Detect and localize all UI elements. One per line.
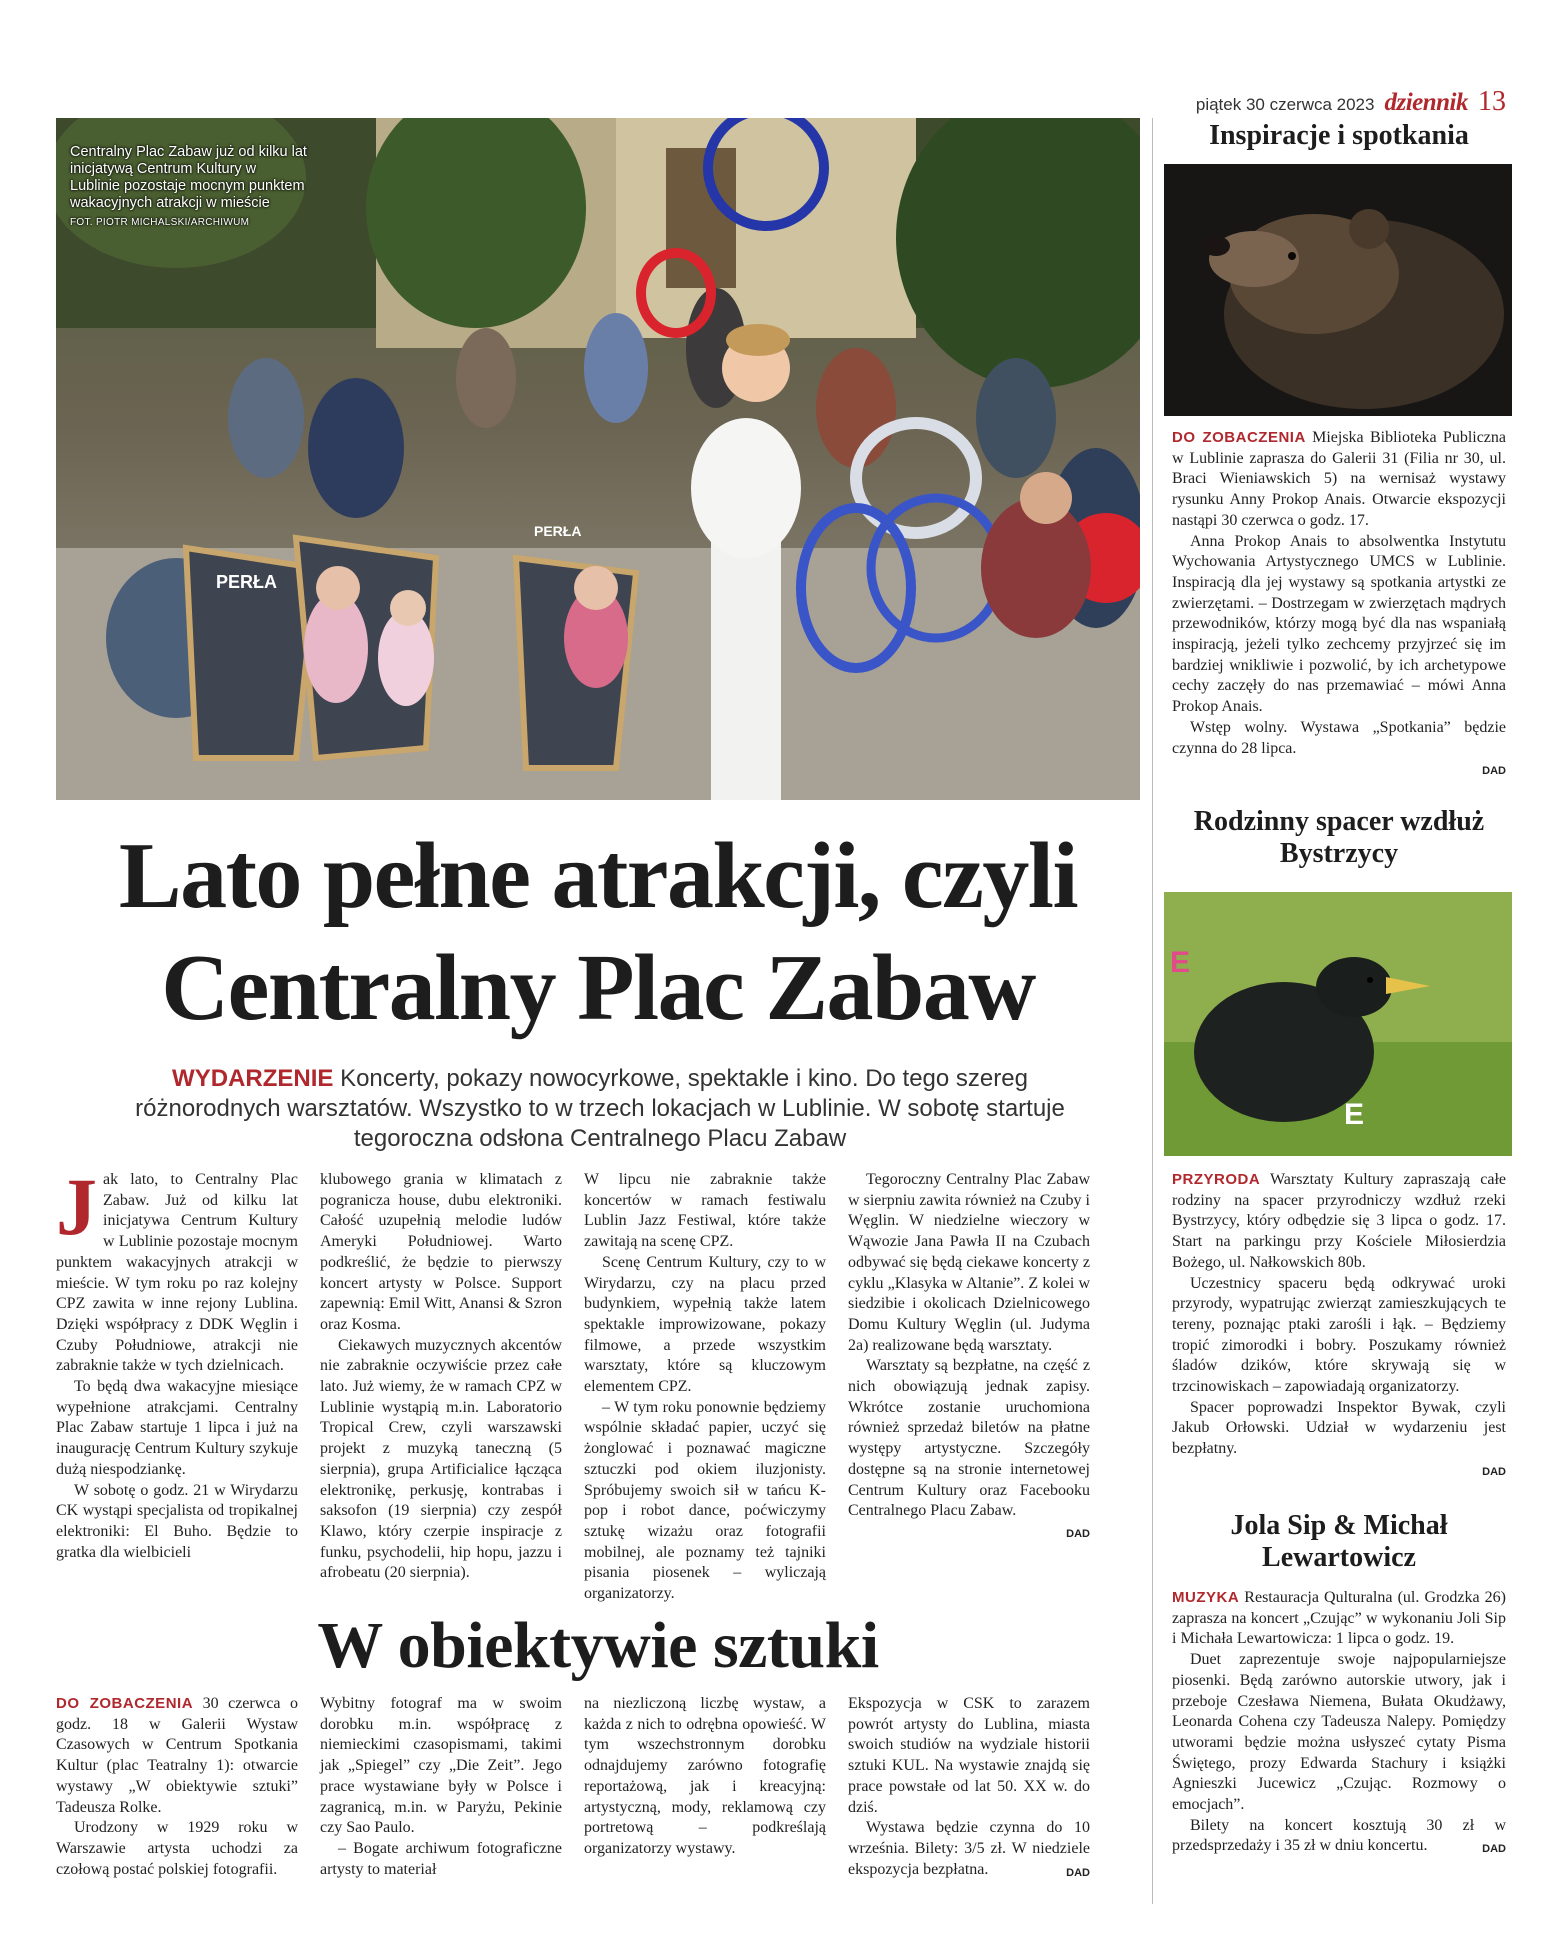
article2-headline: W obiektywie sztuki (317, 1609, 879, 1682)
bear-drawing-image (1164, 164, 1512, 416)
sidebar-box-koncert (1164, 1510, 1514, 1860)
article-column-3 (584, 1170, 826, 1603)
sidebar-text: PRZYRODA Warsztaty Kultury zapraszają całe rodziny na spacer przyrodniczy wzdłuż rzeki Bystrzycy, który odbędzie się 3 lipca o godz. 17. Start na parkingu przy Kościele Miłosierdzia Bożego, ul. Nałkowskich 80b. Uczestnicy spaceru będą odkrywać uroki przyrody, wypatrując zwierząt zamieszkujących te tereny, poznając ptaki zarośli i łąk. – Będziemy tropić zimorodki i bobry. Poszukamy również śladów dzików, które skrywają się w trzcinowiskach – zapowiadają organizatorzy. Spacer poprowadzi Inspektor Bywak, czyli Jakub Orłowski. Udział w wydarzeniu jest bezpłatny. DAD (1164, 1170, 1514, 1483)
lead-kicker: WYDARZENIE (172, 1065, 334, 1092)
article2-paragraph: Ekspozycja w CSK to zarazem powrót artysty do Lublina, miasta swoich studiów na wydziale historii sztuki KUL. Na wystawie znajdą się prace powstałe od lat 50. XX w. do dziś. (848, 1695, 1090, 1816)
author-signature: DAD (1066, 1527, 1090, 1540)
sidebar-kicker: DO ZOBACZENIA (1172, 429, 1306, 446)
article2-column-1 (56, 1694, 298, 1904)
article-paragraph: Warsztaty są bezpłatne, na część z nich obowiązują jednak zapisy. Wkrótce zostanie uruchomiona również sprzedaż biletów na płatne występy artystyczne. Szczegóły dostępne są na stronie internetowej Centrum Kultury oraz Facebooku Centralnego Placu Zabaw. (848, 1357, 1090, 1520)
issue-date: piątek 30 czerwca 2023 (1195, 95, 1375, 114)
article-paragraph: Scenę Centrum Kultury, czy to w Wirydarzu, czy na placu przed budynkiem, wypełnią także latem spektakle improwizowane, pokazy filmowe, a przede wszystkim warsztaty, które są kluczowym elementem CPZ. (584, 1253, 826, 1396)
article2-paragraph: Wystawa będzie czynna do 10 września. Bilety: 3/5 zł. W niedziele ekspozycja bezpłatna. DAD (848, 1818, 1090, 1880)
author-signature: DAD (1482, 1843, 1506, 1856)
article-paragraph: W lipcu nie zabraknie także koncertów w ramach festiwalu Lublin Jazz Festiwal, które także zawitają na scenę CPZ. (584, 1171, 826, 1251)
drop-cap: J (56, 1161, 97, 1252)
article-paragraph: W sobotę o godz. 21 w Wirydarzu CK wystąpi specjalista od tropikalnej elektroniki: El Buho. Będzie to gratka dla wielbicieli (56, 1481, 298, 1561)
newspaper-logo: dziennik (1384, 89, 1468, 116)
author-signature: DAD (1066, 1866, 1090, 1879)
article-paragraph: Jak lato, to Centralny Plac Zabaw. Już od kilku lat inicjatywa Centrum Kultury w Lublinie pozostaje mocnym punktem wakacyjnych atrakcji w mieście. W tym roku po raz kolejny CPZ zawita w inne rejony Lublina. Dzięki współpracy z DDK Węglin i Czuby Południowe, atrakcji nie zabraknie także w tych dzielnicach. (56, 1161, 298, 1375)
article-column-1 (56, 1161, 298, 1598)
sidebar-title: Inspiracje i spotkania (1209, 120, 1469, 151)
article2-column-4 (848, 1694, 1090, 1904)
decor-letter: E (1344, 1098, 1365, 1131)
sidebar-kicker: PRZYRODA (1172, 1171, 1261, 1188)
sidebar-box-inspiracje (1164, 120, 1514, 782)
article2-paragraph: Wybitny fotograf ma w swoim dorobku m.in. współpracę z niemieckimi czasopismami, takimi jak „Spiegel” czy „Die Zeit”. Jego prace wystawiane były w Polsce i zagranicą, m.in. w Paryżu, Pekinie czy Sao Paulo. (320, 1695, 562, 1837)
starling-photo (1164, 892, 1512, 1156)
article-paragraph: Tegoroczny Centralny Plac Zabaw w sierpniu zawita również na Czuby i Węglin. W niedzielne wieczory w Wąwozie Jana Pawła II na Czubach odbywać się będą ciekawe koncerty z cyklu „Klasyka w Altanie”. Z kolei w siedzibie i okolicach Dzielnicowego Domu Kultury Węglin (ul. Judyma 2a) realizowane będą warsztaty. (848, 1171, 1090, 1354)
author-signature: DAD (1482, 765, 1506, 778)
article2-paragraph: na niezliczoną liczbę wystaw, a każda z nich to odrębna opowieść. W tym wszechstronnym dorobku odnajdujemy zarówno fotografię reportażową, jak i kreacyjną: artystyczną, mody, reklamową czy portretową – podkreślają organizatorzy wystawy. (584, 1695, 826, 1857)
article2-paragraph: Urodzony w 1929 roku w Warszawie artysta uchodzi za czołową postać polskiej fotografii. (56, 1819, 298, 1878)
article2-column-3 (584, 1694, 826, 1904)
column-divider (1152, 118, 1153, 1904)
sidebar-text: MUZYKA Restauracja Qulturalna (ul. Grodzka 26) zaprasza na koncert „Czując” w wykonaniu Joli Sip i Michała Lewartowicza: 1 lipca o godz. 19. Duet zaprezentuje swoje najpopularniejsze piosenki. Będą zarówno autorskie utwory, jak i przeboje Czesława Niemena, Bułata Okudżawy, Leonarda Cohena czy Tadeusza Nalepy. Pomiędzy utworami będzie można usłyszeć cytaty Pisma Świętego, prozy Edwarda Stachury i książki Agnieszki Jucewicz „Czując. Rozmowy o emocjach”. Bilety na koncert kosztują 30 zł w przedsprzedaży i 35 zł w dniu koncertu. DAD (1164, 1588, 1514, 1857)
article-columns (56, 1161, 1090, 1603)
sidebar-text: DO ZOBACZENIA Miejska Biblioteka Publiczna w Lublinie zaprasza do Galerii 31 (Filia nr 30, ul. Braci Wieniawskich 5) na wernisaż wystawy rysunku Anny Prokop Anais. Otwarcie ekspozycji nastąpi 30 czerwca o godz. 17. Anna Prokop Anais to absolwentka Instytutu Wychowania Artystycznego UMCS w Lublinie. Inspiracją dla jej wystawy są spotkania artystki ze zwierzętami. – Dostrzegam w zwierzętach mądrych przewodników, którzy mogą być dla nas wspaniałą inspiracją, jeżeli tylko zechcemy przyjrzeć się im bardziej wnikliwie i pozwolić, by ich archetypowe cechy zaczęły do nas przemawiać – mówi Anna Prokop Anais. Wstęp wolny. Wystawa „Spotkania” będzie czynna do 28 lipca. DAD (1164, 428, 1514, 782)
photo-caption (70, 144, 310, 229)
article2-columns (56, 1694, 1090, 1904)
article-column-2 (320, 1170, 562, 1598)
article-paragraph: – W tym roku ponownie będziemy wspólnie składać papier, uczyć się żonglować i poznawać magiczne sztuczki pod okiem iluzjonisty. Spróbujemy swoich sił w tańcu K-pop i robot dance, poćwiczymy sztukę wizażu oraz fotografii mobilnej, ale poznamy też tajniki pisania piosenek – wyliczają organizatorzy. (584, 1398, 826, 1603)
sidebar-title: Rodzinny spacer wzdłuż Bystrzycy (1193, 806, 1485, 869)
article2-column-2 (320, 1694, 562, 1904)
article-paragraph: To będą dwa wakacyjne miesiące wypełnione atrakcjami. Centralny Plac Zabaw startuje 1 lipca i już na inaugurację Centrum Kultury szykuje dużą niespodziankę. (56, 1378, 298, 1478)
article-paragraph: klubowego grania w klimatach z pogranicza house, dubu elektroniki. Całość uzupełnią melodie ludów Ameryki Południowej. Warto podkreślić, że będzie to pierwszy koncert artysty w Polsce. Support zapewnią: Emil Witt, Anansi & Szron oraz Kosma. (320, 1171, 562, 1333)
photo-credit: FOT. PIOTR MICHALSKI/ARCHIWUM (70, 217, 250, 228)
chair-brand-label-2: PERŁA (534, 523, 582, 539)
chair-brand-label: PERŁA (216, 572, 278, 592)
article-lead (100, 1064, 1100, 1154)
article2-paragraph: – Bogate archiwum fotograficzne artysty to materiał (320, 1839, 562, 1878)
article2-kicker: DO ZOBACZENIA (56, 1695, 194, 1712)
article-column-4 (848, 1170, 1090, 1598)
decor-letter: E (1170, 946, 1191, 979)
article-headline: Lato pełne atrakcji, czyli Centralny Plac Zabaw (118, 824, 1078, 1040)
article2-paragraph: DO ZOBACZENIA 30 czerwca o godz. 18 w Galerii Wystaw Czasowych w Centrum Spotkania Kultur (plac Teatralny 1): otwarcie wystawy „W obiektywie sztuki” Tadeusza Rolke. (56, 1695, 299, 1816)
sidebar-title: Jola Sip & Michał Lewartowicz (1230, 1510, 1448, 1573)
article-paragraph: Ciekawych muzycznych akcentów nie zabraknie oczywiście przez całe lato. Już wiemy, że w ramach CPZ w Lublinie wystąpią m.in. Laboratorio Tropical Crew, czyli warszawski projekt z muzyką taneczną (5 sierpnia), grupa Artificialice łącząca elektronikę, perkusję, kontrabas i saksofon (19 sierpnia) czy zespół Klawo, który czerpie inspiracje z funku, psychodelii, hip hopu, jazzu i afrobeatu (20 sierpnia). (320, 1336, 562, 1582)
sidebar-kicker: MUZYKA (1172, 1589, 1240, 1606)
photo-caption-text: Centralny Plac Zabaw już od kilku lat inicjatywą Centrum Kultury w Lublinie pozostaje mocnym punktem wakacyjnych atrakcji w mieście (70, 144, 307, 211)
lead-text: Koncerty, pokazy nowocyrkowe, spektakle i kino. Do tego szereg różnorodnych warsztatów. Wszystko to w trzech lokacjach w Lublinie. W sobotę startuje tegoroczna odsłona Centralnego Placu Zabaw (135, 1065, 1065, 1152)
author-signature: DAD (1482, 1465, 1506, 1478)
sidebar-box-spacer (1164, 806, 1514, 1483)
page-number: 13 (1478, 86, 1506, 117)
page-header (1196, 86, 1506, 118)
